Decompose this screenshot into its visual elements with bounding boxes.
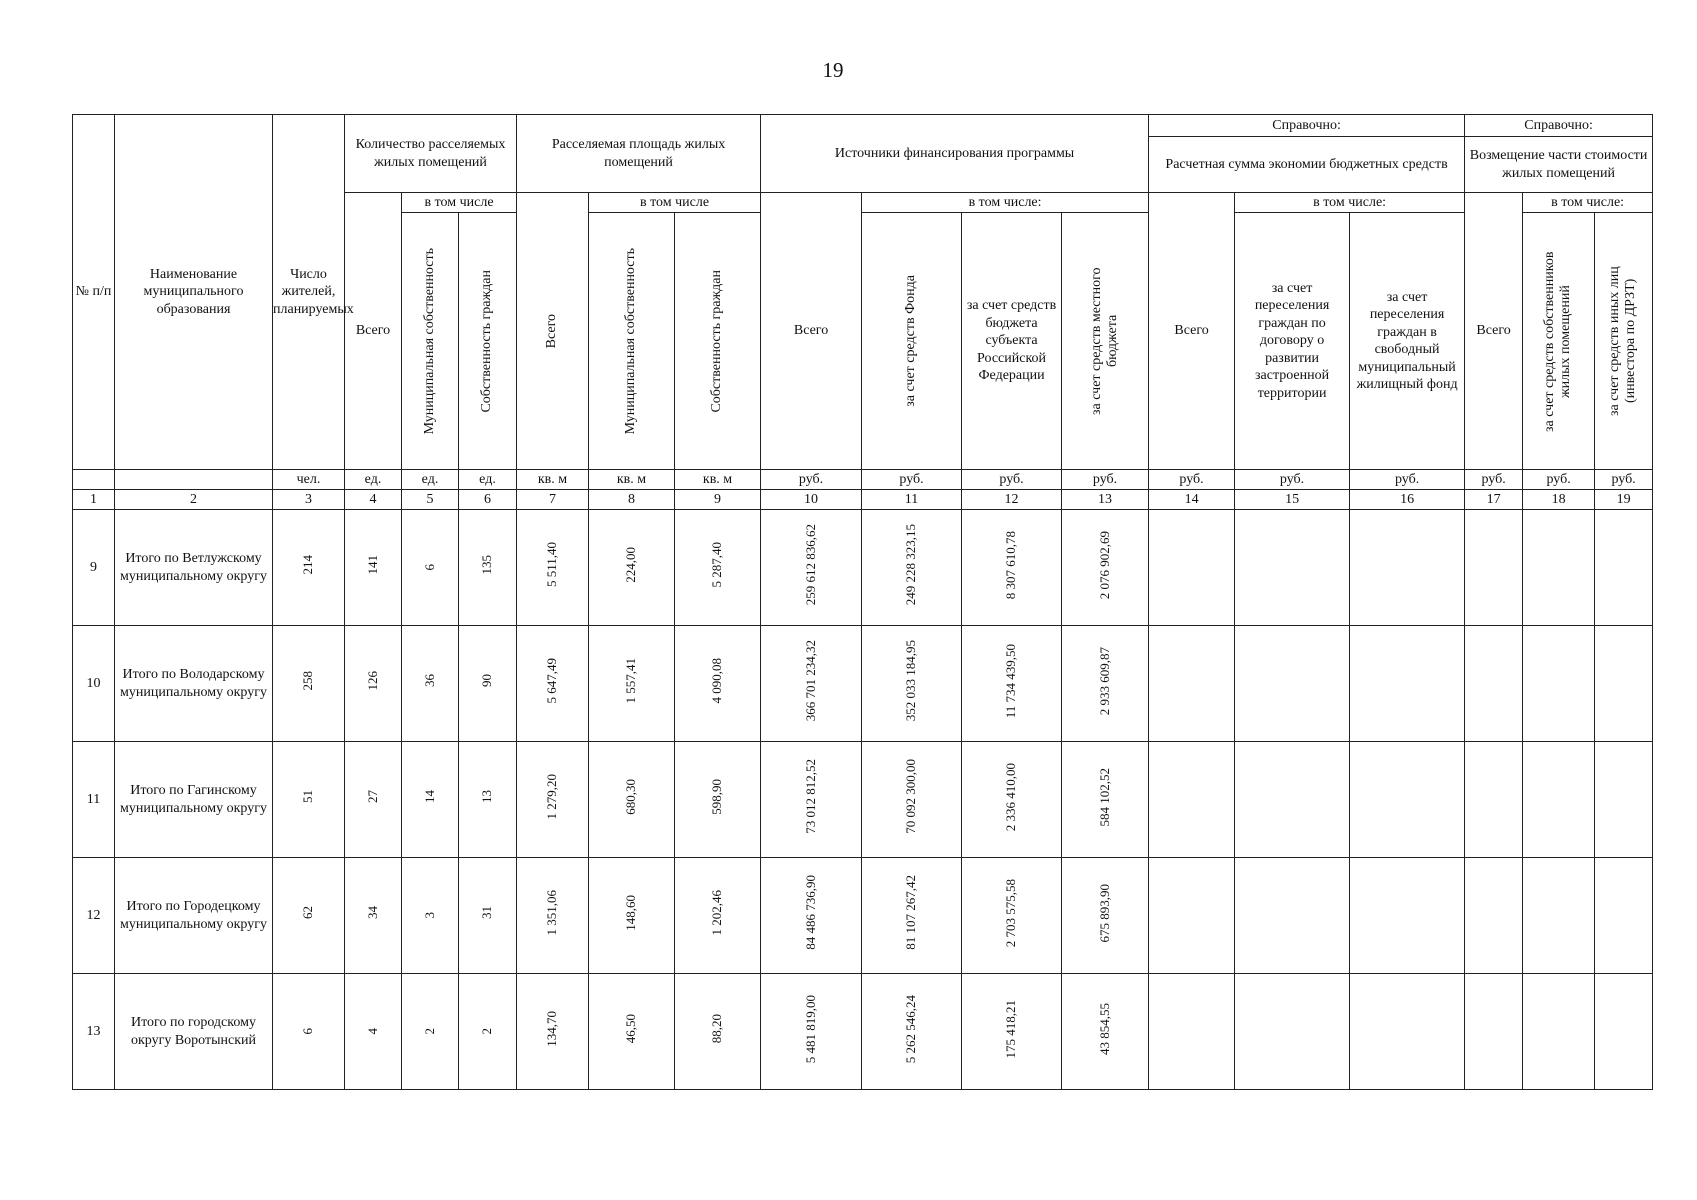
unit-cell: руб. — [1595, 470, 1653, 490]
empty-cell — [1595, 742, 1653, 858]
unit-cell: руб. — [1465, 470, 1523, 490]
value-cell: 36 — [402, 626, 459, 742]
header-name: Наименование муниципального образования — [115, 115, 273, 470]
row-name: Итого по городскому округу Воротынский — [115, 974, 273, 1090]
header-fund: за счет средств Фонда — [903, 275, 919, 407]
empty-cell — [1350, 626, 1465, 742]
header-funding-total: Всего — [761, 193, 862, 470]
col-number: 4 — [345, 490, 402, 510]
header-reference-2: Справочно: — [1465, 115, 1653, 137]
empty-cell — [1235, 858, 1350, 974]
unit-cell: ед. — [459, 470, 517, 490]
empty-cell — [1235, 742, 1350, 858]
col-number: 16 — [1350, 490, 1465, 510]
value-cell: 5 647,49 — [517, 626, 589, 742]
resettlement-table — [72, 114, 1653, 1090]
column-numbers-row — [73, 490, 1653, 510]
header-quantity-group: Количество расселяемых жилых помещений — [345, 115, 517, 193]
unit-cell: руб. — [1350, 470, 1465, 490]
header-local-budget-cell — [1062, 213, 1149, 470]
empty-cell — [1149, 974, 1235, 1090]
value-cell: 3 — [402, 858, 459, 974]
header-area-municipal-cell — [589, 213, 675, 470]
value-cell: 2 — [402, 974, 459, 1090]
value-cell: 352 033 184,95 — [862, 626, 962, 742]
unit-cell: кв. м — [517, 470, 589, 490]
col-number: 2 — [115, 490, 273, 510]
value-cell: 73 012 812,52 — [761, 742, 862, 858]
value-cell: 249 228 323,15 — [862, 510, 962, 626]
empty-cell — [1235, 974, 1350, 1090]
empty-cell — [1350, 510, 1465, 626]
value-cell: 2 703 575,58 — [962, 858, 1062, 974]
empty-cell — [1350, 974, 1465, 1090]
col-number: 9 — [675, 490, 761, 510]
col-number: 8 — [589, 490, 675, 510]
empty-cell — [1350, 742, 1465, 858]
col-number: 19 — [1595, 490, 1653, 510]
col-number: 12 — [962, 490, 1062, 510]
empty-cell — [1235, 626, 1350, 742]
value-cell: 1 202,46 — [675, 858, 761, 974]
empty-cell — [1149, 742, 1235, 858]
value-cell: 141 — [345, 510, 402, 626]
value-cell: 70 092 300,00 — [862, 742, 962, 858]
row-number: 13 — [73, 974, 115, 1090]
empty-cell — [1465, 626, 1523, 742]
header-funding-incl: в том числе: — [862, 193, 1149, 213]
unit-cell: кв. м — [675, 470, 761, 490]
header-num: № п/п — [73, 115, 115, 470]
header-quantity-total: Всего — [345, 193, 402, 470]
value-cell: 51 — [273, 742, 345, 858]
header-area-municipal: Муниципальная собственность — [623, 247, 639, 435]
header-free-housing: за счет переселения граждан в свободный муниципальный жилищный фонд — [1350, 213, 1465, 470]
unit-cell: руб. — [862, 470, 962, 490]
header-savings-total: Всего — [1149, 193, 1235, 470]
table-row — [73, 742, 1653, 858]
row-name: Итого по Городецкому муниципальному округу — [115, 858, 273, 974]
value-cell: 6 — [273, 974, 345, 1090]
empty-cell — [1465, 510, 1523, 626]
value-cell: 2 — [459, 974, 517, 1090]
col-number: 5 — [402, 490, 459, 510]
empty-cell — [1523, 974, 1595, 1090]
value-cell: 5 287,40 — [675, 510, 761, 626]
header-area-total: Всего — [544, 313, 560, 349]
header-qty-citizens-cell — [459, 213, 517, 470]
value-cell: 88,20 — [675, 974, 761, 1090]
unit-cell: руб. — [1523, 470, 1595, 490]
empty-cell — [1523, 742, 1595, 858]
col-number: 6 — [459, 490, 517, 510]
header-comp-total: Всего — [1465, 193, 1523, 470]
units-empty-2 — [115, 470, 273, 490]
row-number: 12 — [73, 858, 115, 974]
empty-cell — [1235, 510, 1350, 626]
unit-cell: руб. — [761, 470, 862, 490]
header-owners-cell — [1523, 213, 1595, 470]
value-cell: 34 — [345, 858, 402, 974]
value-cell: 2 933 609,87 — [1062, 626, 1149, 742]
value-cell: 13 — [459, 742, 517, 858]
table-row — [73, 626, 1653, 742]
value-cell: 680,30 — [589, 742, 675, 858]
value-cell: 84 486 736,90 — [761, 858, 862, 974]
header-subject-budget: за счет средств бюджета субъекта Российской Федерации — [962, 213, 1062, 470]
header-local-budget: за счет средств местного бюджета — [1088, 267, 1121, 415]
col-number: 18 — [1523, 490, 1595, 510]
value-cell: 46,50 — [589, 974, 675, 1090]
col-number: 13 — [1062, 490, 1149, 510]
header-qty-citizens: Собственность граждан — [479, 269, 495, 413]
empty-cell — [1350, 858, 1465, 974]
header-owners: за счет средств собственников жилых помещений — [1542, 250, 1574, 432]
value-cell: 6 — [402, 510, 459, 626]
header-dev-contract: за счет переселения граждан по договору о развитии застроенной территории — [1235, 213, 1350, 470]
empty-cell — [1523, 510, 1595, 626]
value-cell: 1 351,06 — [517, 858, 589, 974]
table-row — [73, 858, 1653, 974]
header-compensation-group: Возмещение части стоимости жилых помещений — [1465, 137, 1653, 193]
col-number: 10 — [761, 490, 862, 510]
empty-cell — [1149, 858, 1235, 974]
empty-cell — [1149, 510, 1235, 626]
unit-cell: руб. — [1062, 470, 1149, 490]
value-cell: 43 854,55 — [1062, 974, 1149, 1090]
empty-cell — [1523, 626, 1595, 742]
header-fund-cell — [862, 213, 962, 470]
value-cell: 598,90 — [675, 742, 761, 858]
empty-cell — [1465, 742, 1523, 858]
row-name: Итого по Ветлужскому муниципальному округу — [115, 510, 273, 626]
col-number: 11 — [862, 490, 962, 510]
units-row — [73, 470, 1653, 490]
empty-cell — [1465, 858, 1523, 974]
header-area-total-cell — [517, 193, 589, 470]
header-area-incl: в том числе — [589, 193, 761, 213]
value-cell: 81 107 267,42 — [862, 858, 962, 974]
value-cell: 4 — [345, 974, 402, 1090]
value-cell: 1 557,41 — [589, 626, 675, 742]
value-cell: 258 — [273, 626, 345, 742]
col-number: 14 — [1149, 490, 1235, 510]
value-cell: 224,00 — [589, 510, 675, 626]
value-cell: 90 — [459, 626, 517, 742]
value-cell: 675 893,90 — [1062, 858, 1149, 974]
table-row — [73, 974, 1653, 1090]
unit-cell: руб. — [962, 470, 1062, 490]
header-reference-1: Справочно: — [1149, 115, 1465, 137]
unit-cell: руб. — [1149, 470, 1235, 490]
value-cell: 2 336 410,00 — [962, 742, 1062, 858]
col-number: 17 — [1465, 490, 1523, 510]
value-cell: 584 102,52 — [1062, 742, 1149, 858]
header-other-cell — [1595, 213, 1653, 470]
value-cell: 134,70 — [517, 974, 589, 1090]
value-cell: 11 734 439,50 — [962, 626, 1062, 742]
unit-cell: ед. — [402, 470, 459, 490]
header-savings-incl: в том числе: — [1235, 193, 1465, 213]
header-qty-municipal: Муниципальная собственность — [421, 247, 437, 435]
col-number: 7 — [517, 490, 589, 510]
header-area-group: Расселяемая площадь жилых помещений — [517, 115, 761, 193]
table-row — [73, 510, 1653, 626]
header-residents: Число жителей, планируемых — [273, 115, 345, 470]
page-number: 19 — [822, 58, 844, 82]
value-cell: 8 307 610,78 — [962, 510, 1062, 626]
value-cell: 5 511,40 — [517, 510, 589, 626]
header-area-citizens: Собственность граждан — [709, 269, 725, 413]
value-cell: 259 612 836,62 — [761, 510, 862, 626]
row-number: 11 — [73, 742, 115, 858]
value-cell: 31 — [459, 858, 517, 974]
value-cell: 5 262 546,24 — [862, 974, 962, 1090]
header-comp-incl: в том числе: — [1523, 193, 1653, 213]
empty-cell — [1465, 974, 1523, 1090]
value-cell: 175 418,21 — [962, 974, 1062, 1090]
value-cell: 2 076 902,69 — [1062, 510, 1149, 626]
value-cell: 62 — [273, 858, 345, 974]
value-cell: 126 — [345, 626, 402, 742]
row-name: Итого по Володарскому муниципальному округу — [115, 626, 273, 742]
empty-cell — [1523, 858, 1595, 974]
header-other: за счет средств иных лиц (инвестора по ДРЗТ) — [1607, 266, 1639, 416]
header-savings-group: Расчетная сумма экономии бюджетных средств — [1149, 137, 1465, 193]
value-cell: 1 279,20 — [517, 742, 589, 858]
col-number: 1 — [73, 490, 115, 510]
unit-cell: кв. м — [589, 470, 675, 490]
row-number: 10 — [73, 626, 115, 742]
value-cell: 5 481 819,00 — [761, 974, 862, 1090]
unit-cell: руб. — [1235, 470, 1350, 490]
value-cell: 214 — [273, 510, 345, 626]
empty-cell — [1149, 626, 1235, 742]
value-cell: 366 701 234,32 — [761, 626, 862, 742]
value-cell: 27 — [345, 742, 402, 858]
col-number: 3 — [273, 490, 345, 510]
row-number: 9 — [73, 510, 115, 626]
value-cell: 4 090,08 — [675, 626, 761, 742]
col-number: 15 — [1235, 490, 1350, 510]
empty-cell — [1595, 626, 1653, 742]
units-empty-1 — [73, 470, 115, 490]
header-qty-municipal-cell — [402, 213, 459, 470]
header-funding-group: Источники финансирования программы — [761, 115, 1149, 193]
header-quantity-incl: в том числе — [402, 193, 517, 213]
row-name: Итого по Гагинскому муниципальному округу — [115, 742, 273, 858]
value-cell: 14 — [402, 742, 459, 858]
empty-cell — [1595, 858, 1653, 974]
value-cell: 135 — [459, 510, 517, 626]
unit-cell: чел. — [273, 470, 345, 490]
empty-cell — [1595, 510, 1653, 626]
header-area-citizens-cell — [675, 213, 761, 470]
empty-cell — [1595, 974, 1653, 1090]
unit-cell: ед. — [345, 470, 402, 490]
value-cell: 148,60 — [589, 858, 675, 974]
